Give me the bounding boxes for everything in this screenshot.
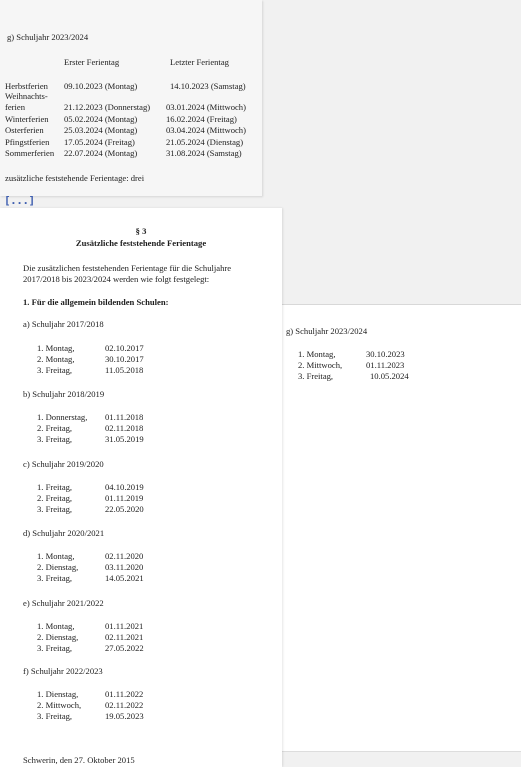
holiday-first-day: 25.03.2024 (Montag) bbox=[64, 125, 138, 135]
weekday-label: 1. Freitag, bbox=[37, 482, 73, 492]
holiday-date: 02.10.2017 bbox=[105, 343, 144, 353]
holiday-last-day: 03.01.2024 (Mittwoch) bbox=[166, 102, 246, 112]
holiday-last-day: 31.08.2024 (Samstag) bbox=[166, 148, 242, 158]
holiday-date: 14.05.2021 bbox=[105, 573, 144, 583]
year-heading: a) Schuljahr 2017/2018 bbox=[23, 319, 104, 329]
weekday-label: 3. Freitag, bbox=[37, 434, 73, 444]
holiday-date: 01.11.2023 bbox=[366, 360, 405, 370]
holiday-last-day: 03.04.2024 (Mittwoch) bbox=[166, 125, 246, 135]
holiday-first-day: 21.12.2023 (Donnerstag) bbox=[64, 102, 151, 112]
holiday-date: 02.11.2022 bbox=[105, 700, 144, 710]
holiday-name: Pfingstferien bbox=[5, 137, 50, 147]
year-heading: g) Schuljahr 2023/2024 bbox=[286, 326, 368, 336]
main-document-sheet bbox=[0, 208, 282, 767]
holiday-last-day: 21.05.2024 (Dienstag) bbox=[166, 137, 244, 147]
weekday-label: 2. Dienstag, bbox=[37, 562, 79, 572]
top-year-heading: g) Schuljahr 2023/2024 bbox=[7, 32, 89, 42]
year-heading: c) Schuljahr 2019/2020 bbox=[23, 459, 104, 469]
holiday-date: 30.10.2023 bbox=[366, 349, 405, 359]
extra-days-note: zusätzliche feststehende Ferientage: drei bbox=[5, 173, 145, 183]
weekday-label: 3. Freitag, bbox=[37, 573, 73, 583]
holiday-date: 11.05.2018 bbox=[105, 365, 144, 375]
holiday-date: 27.05.2022 bbox=[105, 643, 144, 653]
holiday-date: 01.11.2019 bbox=[105, 493, 144, 503]
holiday-date: 04.10.2019 bbox=[105, 482, 144, 492]
holiday-name: Sommerferien bbox=[5, 148, 55, 158]
weekday-label: 1. Dienstag, bbox=[37, 689, 79, 699]
subheading-general-schools: 1. Für die allgemein bildenden Schulen: bbox=[23, 297, 169, 307]
weekday-label: 3. Freitag, bbox=[298, 371, 334, 381]
weekday-label: 1. Donnerstag, bbox=[37, 412, 88, 422]
year-heading: b) Schuljahr 2018/2019 bbox=[23, 389, 105, 399]
holiday-date: 19.05.2023 bbox=[105, 711, 144, 721]
weekday-label: 3. Freitag, bbox=[37, 643, 73, 653]
holiday-date: 10.05.2024 bbox=[370, 371, 409, 381]
holiday-date: 31.05.2019 bbox=[105, 434, 144, 444]
intro-text-line-1: Die zusätzlichen feststehenden Ferientage für die Schuljahre bbox=[23, 263, 232, 273]
year-heading: d) Schuljahr 2020/2021 bbox=[23, 528, 105, 538]
section-title: Zusätzliche feststehende Ferientage bbox=[75, 238, 207, 248]
holiday-first-day: 09.10.2023 (Montag) bbox=[64, 81, 138, 91]
holiday-date: 22.05.2020 bbox=[105, 504, 144, 514]
weekday-label: 2. Montag, bbox=[37, 354, 75, 364]
holiday-last-day: 14.10.2023 (Samstag) bbox=[170, 81, 246, 91]
holiday-date: 30.10.2017 bbox=[105, 354, 144, 364]
holiday-date: 01.11.2018 bbox=[105, 412, 144, 422]
signature-line: Schwerin, den 27. Oktober 2015 bbox=[23, 755, 135, 765]
holiday-name: Weihnachts- bbox=[5, 91, 48, 101]
holiday-last-day: 16.02.2024 (Freitag) bbox=[166, 114, 237, 124]
top-excerpt-sheet bbox=[0, 0, 262, 196]
weekday-label: 1. Montag, bbox=[37, 551, 75, 561]
holiday-first-day: 17.05.2024 (Freitag) bbox=[64, 137, 135, 147]
holiday-date: 03.11.2020 bbox=[105, 562, 144, 572]
weekday-label: 2. Mittwoch, bbox=[37, 700, 82, 710]
holiday-name: ferien bbox=[5, 102, 26, 112]
holiday-date: 02.11.2020 bbox=[105, 551, 144, 561]
year-heading: f) Schuljahr 2022/2023 bbox=[23, 666, 103, 676]
weekday-label: 3. Freitag, bbox=[37, 365, 73, 375]
holiday-name: Osterferien bbox=[5, 125, 44, 135]
column-header-last-day: Letzter Ferientag bbox=[170, 57, 229, 67]
weekday-label: 1. Montag, bbox=[37, 621, 75, 631]
holiday-date: 01.11.2021 bbox=[105, 621, 144, 631]
right-excerpt-sheet bbox=[276, 304, 521, 752]
weekday-label: 3. Freitag, bbox=[37, 711, 73, 721]
section-number: § 3 bbox=[135, 226, 147, 236]
weekday-label: 2. Dienstag, bbox=[37, 632, 79, 642]
weekday-label: 1. Montag, bbox=[298, 349, 336, 359]
weekday-label: 2. Freitag, bbox=[37, 493, 73, 503]
holiday-date: 02.11.2021 bbox=[105, 632, 144, 642]
column-header-first-day: Erster Ferientag bbox=[64, 57, 120, 67]
intro-text-line-2: 2017/2018 bis 2023/2024 werden wie folgt festgelegt: bbox=[23, 274, 210, 284]
holiday-name: Winterferien bbox=[5, 114, 49, 124]
weekday-label: 3. Freitag, bbox=[37, 504, 73, 514]
weekday-label: 1. Montag, bbox=[37, 343, 75, 353]
weekday-label: 2. Freitag, bbox=[37, 423, 73, 433]
omission-mark: [...] bbox=[4, 194, 35, 207]
weekday-label: 2. Mittwoch, bbox=[298, 360, 343, 370]
holiday-first-day: 22.07.2024 (Montag) bbox=[64, 148, 138, 158]
year-heading: e) Schuljahr 2021/2022 bbox=[23, 598, 104, 608]
holiday-name: Herbstferien bbox=[5, 81, 48, 91]
holiday-first-day: 05.02.2024 (Montag) bbox=[64, 114, 138, 124]
holiday-date: 02.11.2018 bbox=[105, 423, 144, 433]
holiday-date: 01.11.2022 bbox=[105, 689, 144, 699]
